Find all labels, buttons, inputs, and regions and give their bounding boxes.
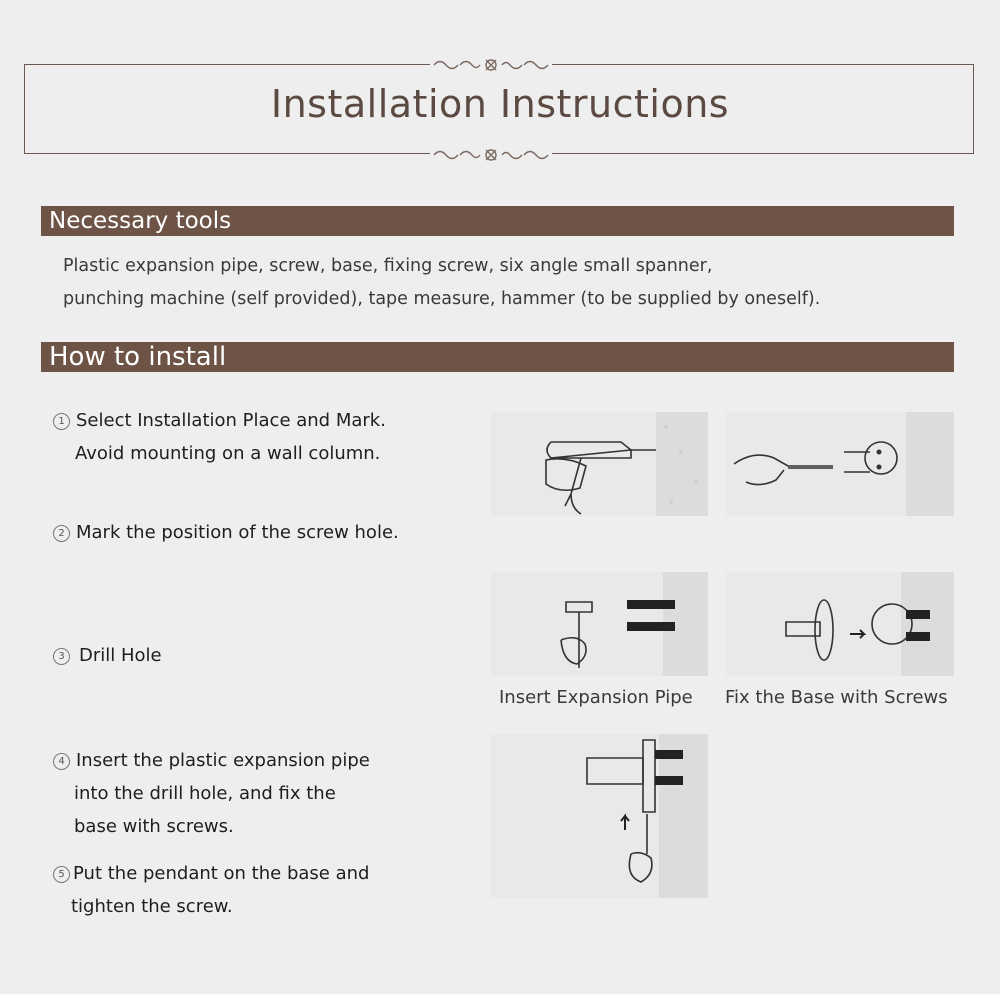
tools-line-2: punching machine (self provided), tape measure, hammer (to be supplied by oneself). [63, 289, 821, 309]
step-text: tighten the screw. [71, 896, 233, 917]
base-screws-illustration [726, 572, 954, 676]
step-4 [53, 744, 370, 843]
step-number: 4 [53, 753, 70, 770]
screwdriver-icon [726, 412, 954, 516]
step-text: Drill Hole [79, 645, 162, 666]
tools-heading: Necessary tools [49, 208, 232, 234]
hammer-icon [491, 572, 708, 676]
step-5 [53, 857, 369, 923]
step-3 [53, 639, 162, 672]
step-number: 5 [53, 866, 70, 883]
drill-icon [491, 412, 708, 516]
step-2 [53, 516, 399, 549]
drill-illustration [491, 412, 708, 516]
base-screws-icon [726, 572, 954, 676]
step-number: 2 [53, 525, 70, 542]
ornament-top-icon [430, 55, 552, 75]
install-heading-bar [41, 342, 954, 372]
hammer-illustration [491, 572, 708, 676]
screwdriver-illustration [726, 412, 954, 516]
step-text: Avoid mounting on a wall column. [75, 443, 381, 464]
step-text: Insert the plastic expansion pipe [76, 750, 370, 771]
tools-line-1: Plastic expansion pipe, screw, base, fixing screw, six angle small spanner, [63, 256, 713, 276]
step-text: Select Installation Place and Mark. [76, 410, 386, 431]
step-text: Put the pendant on the base and [73, 863, 370, 884]
pendant-icon [491, 734, 708, 898]
page-title: Installation Instructions [270, 82, 730, 126]
step-text: Mark the position of the screw hole. [76, 522, 399, 543]
caption-insert-pipe: Insert Expansion Pipe [499, 687, 693, 708]
pendant-illustration [491, 734, 708, 898]
tools-heading-bar [41, 206, 954, 236]
step-text: into the drill hole, and fix the [74, 783, 336, 804]
caption-fix-base: Fix the Base with Screws [725, 687, 948, 708]
ornament-bottom-icon [430, 145, 552, 165]
step-1 [53, 404, 386, 470]
step-number: 1 [53, 413, 70, 430]
step-number: 3 [53, 648, 70, 665]
install-heading: How to install [49, 342, 227, 372]
step-text: base with screws. [74, 816, 234, 837]
